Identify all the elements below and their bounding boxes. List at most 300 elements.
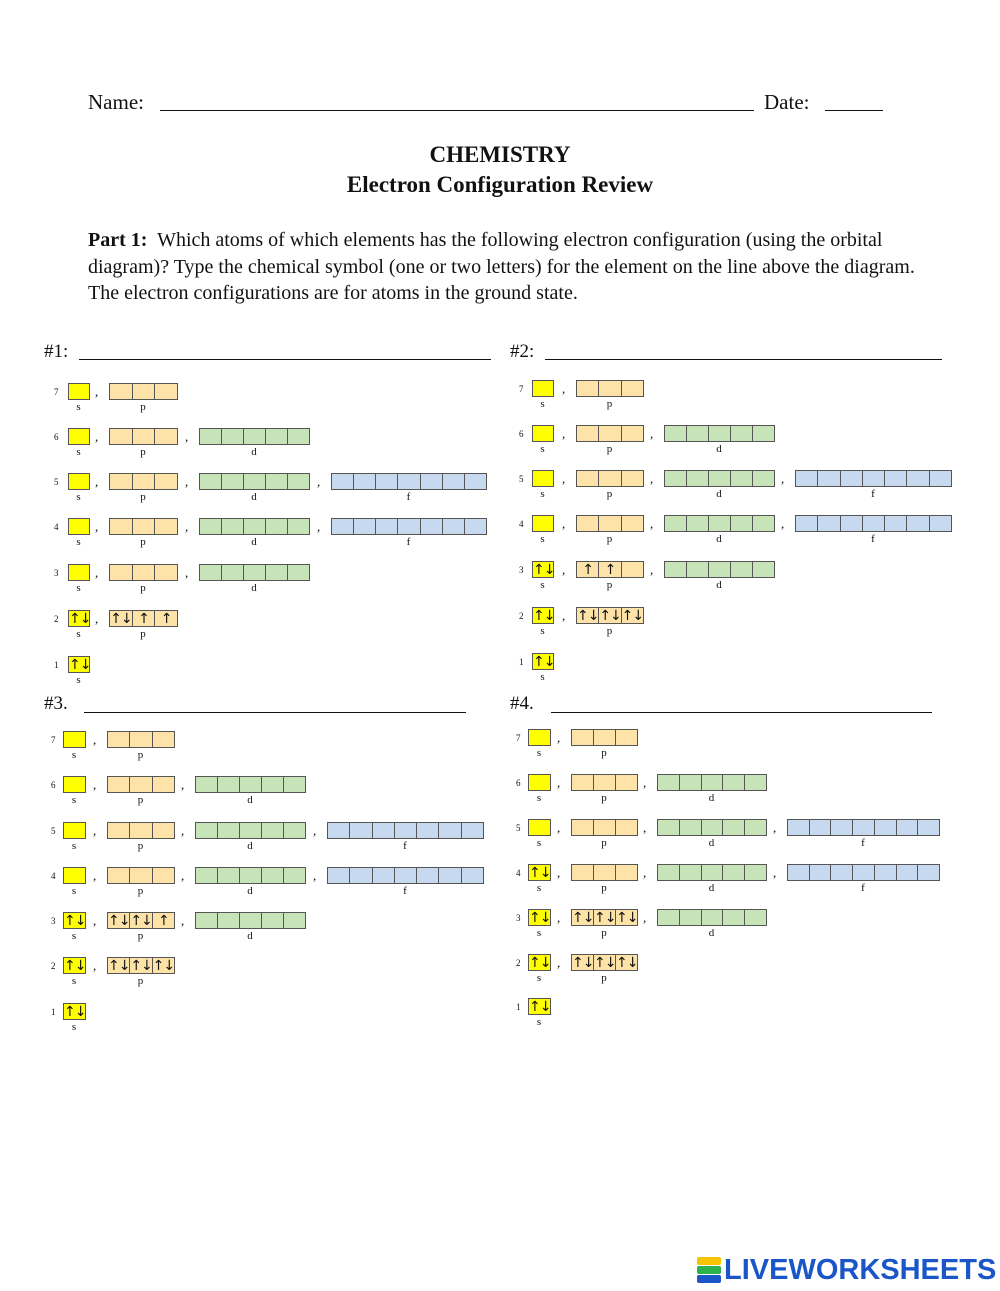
sublevel-label-d: d (247, 794, 253, 806)
orbital-box-d (199, 564, 222, 581)
logo-text: LIVEWORKSHEETS (724, 1253, 997, 1286)
orbital-box-f (349, 867, 372, 884)
instructions (88, 227, 918, 307)
separator-comma: , (562, 426, 566, 441)
orbital-box-d (744, 774, 767, 791)
sublevel-label-f: f (861, 882, 865, 894)
orbital-box-d (261, 867, 284, 884)
name-line[interactable] (160, 110, 754, 111)
orbital-box-p: ↑↓ (152, 958, 175, 974)
orbital-box-p (107, 776, 130, 793)
sublevel-label-f: f (403, 885, 407, 897)
orbital-box-d (701, 774, 724, 791)
orbital-box-s: ↑↓ (533, 654, 555, 670)
separator-comma: , (557, 955, 561, 970)
orbital-box-p (129, 776, 152, 793)
orbital-box-d (221, 564, 244, 581)
sublevel-label-f: f (871, 533, 875, 545)
orbital-box-d (686, 515, 709, 532)
orbital-box-p: ↑↓ (572, 910, 594, 926)
orbital-box-p (571, 819, 594, 836)
orbital-box-p (154, 428, 178, 445)
orbital-box-d (221, 518, 244, 535)
orbital-box-p: ↑↓ (594, 910, 616, 926)
separator-comma: , (95, 429, 99, 444)
orbital-box-f (349, 822, 372, 839)
sublevel-label-p: p (140, 536, 146, 548)
orbital-box-f (327, 867, 350, 884)
orbital-box-f (906, 515, 929, 532)
sublevel-label-s: s (76, 628, 81, 640)
orbital-box-d (239, 867, 262, 884)
sublevel-label-d: d (708, 927, 715, 939)
orbital-box-d (657, 774, 680, 791)
orbital-box-p (576, 515, 599, 532)
part-label: Part 1: (88, 229, 148, 251)
orbital-box-f (375, 473, 398, 490)
sublevel-label-p: p (606, 533, 613, 545)
orbital-box-p (593, 819, 616, 836)
orbital-box-s: ↑↓ (69, 657, 91, 673)
orbital-box-f (862, 515, 885, 532)
sublevel-label-p: p (137, 749, 144, 761)
orbital-box-p: ↑ (598, 561, 621, 578)
energy-level-label: 3 (51, 916, 56, 926)
orbital-box-p (593, 774, 616, 791)
sublevel-label-s: s (536, 1016, 542, 1028)
question-1-answer-line[interactable] (79, 359, 491, 360)
orbital-box-d (708, 470, 731, 487)
sublevel-label-p: p (137, 885, 144, 897)
sublevel-label-s: s (536, 927, 542, 939)
orbital-box-f (809, 864, 832, 881)
orbital-box-d (239, 912, 262, 929)
sublevel-label-f: f (861, 837, 865, 849)
energy-level-label: 3 (54, 568, 59, 578)
separator-comma: , (181, 777, 185, 792)
orbital-box-s (63, 776, 86, 793)
sublevel-label-f: f (403, 840, 407, 852)
orbital-box-d (657, 819, 680, 836)
orbital-box-p (615, 729, 638, 746)
orbital-box-d (722, 774, 745, 791)
orbital-box-p: ↑↓ (616, 955, 638, 971)
orbital-box-p (615, 774, 638, 791)
sublevel-label-s: s (536, 792, 542, 804)
orbital-box-f (862, 470, 885, 487)
orbital-box-f (884, 470, 907, 487)
orbital-box-f (416, 822, 439, 839)
separator-comma: , (643, 865, 647, 880)
separator-comma: , (643, 820, 647, 835)
sublevel-label-f: f (871, 488, 875, 500)
orbital-box-d (265, 564, 288, 581)
separator-comma: , (181, 823, 185, 838)
orbital-box-s: ↑↓ (64, 958, 86, 974)
sublevel-label-s: s (76, 446, 81, 458)
orbital-box-s: ↑↓ (529, 910, 551, 926)
orbital-box-s (68, 473, 90, 490)
sublevel-label-d: d (708, 837, 715, 849)
sublevel-label-s: s (540, 488, 545, 500)
sublevel-label-s: s (71, 930, 77, 942)
sublevel-label-d: d (251, 582, 257, 594)
orbital-box-d (217, 822, 240, 839)
orbital-box-f (442, 518, 465, 535)
sublevel-label-s: s (71, 840, 77, 852)
orbital-box-d (243, 428, 266, 445)
separator-comma: , (185, 519, 189, 534)
separator-comma: , (557, 820, 561, 835)
sublevel-label-p: p (140, 582, 146, 594)
sublevel-label-s: s (540, 579, 545, 591)
orbital-box-p (154, 473, 178, 490)
orbital-box-f (795, 515, 818, 532)
separator-comma: , (93, 777, 97, 792)
sublevel-label-d: d (247, 840, 253, 852)
orbital-box-f (817, 515, 840, 532)
orbital-box-d (283, 912, 306, 929)
orbital-box-d (664, 425, 687, 442)
orbital-box-d (265, 518, 288, 535)
orbital-box-f (817, 470, 840, 487)
orbital-box-f (461, 867, 484, 884)
orbital-box-d (679, 909, 702, 926)
orbital-box-p (152, 822, 175, 839)
sublevel-label-d: d (716, 533, 722, 545)
separator-comma: , (562, 516, 566, 531)
orbital-box-p (129, 822, 152, 839)
energy-level-label: 5 (519, 474, 524, 484)
orbital-box-p (154, 564, 178, 581)
orbital-box-p (109, 518, 133, 535)
orbital-box-d (722, 864, 745, 881)
orbital-box-f (394, 822, 417, 839)
orbital-box-p (621, 515, 644, 532)
sublevel-label-s: s (540, 443, 545, 455)
orbital-box-f (397, 518, 420, 535)
orbital-box-d (657, 909, 680, 926)
sublevel-label-p: p (601, 882, 607, 894)
energy-level-label: 2 (519, 611, 524, 621)
sublevel-label-p: p (601, 972, 607, 984)
separator-comma: , (93, 732, 97, 747)
sublevel-label-s: s (71, 749, 77, 761)
sublevel-label-f: f (406, 491, 411, 503)
sublevel-label-s: s (76, 401, 81, 413)
orbital-box-f (375, 518, 398, 535)
separator-comma: , (185, 565, 189, 580)
orbital-box-p (621, 470, 644, 487)
question-3-answer-line[interactable] (84, 712, 466, 713)
orbital-box-p (132, 428, 156, 445)
orbital-box-p (132, 564, 156, 581)
date-line[interactable] (825, 110, 883, 111)
orbital-box-d (265, 473, 288, 490)
separator-comma: , (181, 868, 185, 883)
orbital-box-p: ↑↓ (130, 958, 152, 974)
orbital-box-p (107, 731, 130, 748)
orbital-box-p: ↑ (154, 610, 178, 627)
separator-comma: , (562, 608, 566, 623)
orbital-box-d (701, 909, 724, 926)
separator-comma: , (185, 474, 189, 489)
date-label: Date: (764, 90, 810, 114)
separator-comma: , (95, 474, 99, 489)
orbital-box-d (221, 473, 244, 490)
orbital-box-f (442, 473, 465, 490)
orbital-box-f (830, 864, 853, 881)
separator-comma: , (650, 471, 654, 486)
orbital-box-p (132, 383, 156, 400)
orbital-box-d (243, 564, 266, 581)
orbital-box-d (752, 515, 775, 532)
orbital-box-d (664, 561, 687, 578)
sublevel-label-d: d (251, 536, 257, 548)
orbital-box-p: ↑ (152, 912, 175, 929)
orbital-box-d (686, 425, 709, 442)
orbital-box-d (239, 776, 262, 793)
separator-comma: , (95, 384, 99, 399)
question-2-answer-line[interactable] (545, 359, 942, 360)
orbital-box-f (438, 867, 461, 884)
sublevel-label-p: p (606, 488, 613, 500)
orbital-box-d (752, 470, 775, 487)
separator-comma: , (562, 562, 566, 577)
energy-level-label: 1 (51, 1007, 56, 1017)
orbital-box-f (787, 819, 810, 836)
orbital-box-d (217, 912, 240, 929)
orbital-box-p: ↑↓ (577, 608, 599, 624)
orbital-box-d (730, 561, 753, 578)
sublevel-label-s: s (536, 837, 542, 849)
sublevel-label-p: p (137, 794, 144, 806)
energy-level-label: 6 (519, 429, 524, 439)
energy-level-label: 5 (54, 477, 59, 487)
orbital-box-p (132, 473, 156, 490)
orbital-box-p (571, 729, 594, 746)
orbital-box-p (109, 564, 133, 581)
question-2-label: #2: (510, 341, 535, 362)
orbital-box-d (195, 867, 218, 884)
orbital-box-f (372, 867, 395, 884)
separator-comma: , (781, 516, 785, 531)
question-4-answer-line[interactable] (551, 712, 932, 713)
sublevel-label-d: d (251, 491, 257, 503)
sublevel-label-s: s (536, 972, 542, 984)
orbital-box-p (109, 383, 133, 400)
energy-level-label: 7 (54, 387, 59, 397)
orbital-box-s (68, 428, 90, 445)
sublevel-label-s: s (71, 885, 77, 897)
separator-comma: , (93, 913, 97, 928)
sublevel-label-p: p (606, 625, 613, 637)
sublevel-label-d: d (708, 882, 715, 894)
orbital-box-f (787, 864, 810, 881)
orbital-box-s: ↑↓ (533, 608, 555, 624)
orbital-box-s (63, 731, 86, 748)
orbital-box-f (874, 864, 897, 881)
orbital-box-p (576, 470, 599, 487)
sublevel-label-p: p (606, 398, 613, 410)
orbital-box-f (372, 822, 395, 839)
separator-comma: , (643, 775, 647, 790)
sublevel-label-d: d (247, 930, 253, 942)
name-label: Name: (88, 90, 144, 114)
orbital-box-f (394, 867, 417, 884)
separator-comma: , (650, 516, 654, 531)
orbital-box-d (199, 428, 222, 445)
orbital-box-d (679, 819, 702, 836)
orbital-box-s (63, 822, 86, 839)
orbital-box-p (598, 425, 621, 442)
orbital-box-f (420, 473, 443, 490)
orbital-box-d (730, 425, 753, 442)
orbital-box-d (287, 473, 310, 490)
instructions-text: Which atoms of which elements has the following electron configuration (using the orbital diagram)? Type the chemical symbol (one or two letters) for the element on the line above the diagram. The electron configurations are for atoms in the ground state. (88, 229, 915, 304)
orbital-box-s (68, 518, 90, 535)
orbital-box-p (107, 822, 130, 839)
sublevel-label-p: p (140, 446, 146, 458)
question-1-label: #1: (44, 341, 69, 362)
energy-level-label: 6 (54, 432, 59, 442)
orbital-box-d (708, 515, 731, 532)
orbital-box-s: ↑↓ (529, 865, 551, 881)
orbital-box-f (852, 864, 875, 881)
orbital-box-f (795, 470, 818, 487)
sublevel-label-d: d (708, 792, 715, 804)
separator-comma: , (557, 865, 561, 880)
liveworksheets-logo (697, 1254, 996, 1286)
question-3-label: #3. (44, 693, 68, 714)
orbital-box-p (621, 425, 644, 442)
separator-comma: , (313, 823, 317, 838)
orbital-box-f (438, 822, 461, 839)
orbital-box-d (239, 822, 262, 839)
orbital-box-d (261, 776, 284, 793)
orbital-box-d (287, 518, 310, 535)
orbital-box-d (221, 428, 244, 445)
sublevel-label-p: p (137, 840, 144, 852)
orbital-box-f (840, 515, 863, 532)
orbital-box-f (353, 518, 376, 535)
orbital-box-p: ↑↓ (594, 955, 616, 971)
orbital-box-p (152, 731, 175, 748)
orbital-box-d (287, 564, 310, 581)
orbital-box-p (129, 867, 152, 884)
sublevel-label-p: p (606, 443, 613, 455)
orbital-box-s (532, 425, 554, 442)
logo-mark-icon (697, 1257, 721, 1283)
sublevel-label-p: p (601, 747, 607, 759)
separator-comma: , (562, 381, 566, 396)
orbital-box-p (576, 425, 599, 442)
orbital-box-d (708, 425, 731, 442)
orbital-box-f (420, 518, 443, 535)
separator-comma: , (643, 910, 647, 925)
orbital-box-d (243, 473, 266, 490)
orbital-box-d (701, 864, 724, 881)
separator-comma: , (95, 611, 99, 626)
orbital-box-p: ↑ (132, 610, 156, 627)
orbital-box-d (722, 909, 745, 926)
orbital-box-s (532, 515, 554, 532)
separator-comma: , (95, 519, 99, 534)
orbital-box-d (730, 470, 753, 487)
separator-comma: , (93, 958, 97, 973)
orbital-box-d (265, 428, 288, 445)
separator-comma: , (313, 868, 317, 883)
energy-level-label: 4 (51, 871, 56, 881)
orbital-box-d (199, 518, 222, 535)
orbital-box-p: ↑↓ (599, 608, 621, 624)
orbital-box-d (730, 515, 753, 532)
orbital-box-s (528, 774, 551, 791)
energy-level-label: 3 (516, 913, 521, 923)
sublevel-label-p: p (601, 837, 607, 849)
sublevel-label-d: d (716, 488, 722, 500)
orbital-box-d (199, 473, 222, 490)
orbital-box-d (283, 776, 306, 793)
orbital-box-d (686, 561, 709, 578)
separator-comma: , (185, 429, 189, 444)
sublevel-label-p: p (137, 975, 144, 987)
orbital-box-p (129, 731, 152, 748)
orbital-box-d (217, 776, 240, 793)
orbital-box-f (416, 867, 439, 884)
orbital-box-s (63, 867, 86, 884)
energy-level-label: 4 (516, 868, 521, 878)
orbital-box-p (152, 867, 175, 884)
sublevel-label-d: d (716, 579, 722, 591)
question-4-label: #4. (510, 693, 534, 714)
orbital-box-s: ↑↓ (529, 999, 551, 1015)
energy-level-label: 2 (51, 961, 56, 971)
orbital-box-d (679, 864, 702, 881)
energy-level-label: 1 (516, 1002, 521, 1012)
orbital-box-p: ↑ (576, 561, 599, 578)
sublevel-label-s: s (76, 536, 81, 548)
orbital-box-f (884, 515, 907, 532)
orbital-box-p (154, 518, 178, 535)
orbital-box-d (195, 912, 218, 929)
orbital-box-f (840, 470, 863, 487)
orbital-box-d (686, 470, 709, 487)
sublevel-label-d: d (716, 443, 722, 455)
orbital-box-p: ↑↓ (110, 611, 132, 627)
orbital-box-f (331, 518, 354, 535)
orbital-box-p (107, 867, 130, 884)
sublevel-label-s: s (540, 671, 545, 683)
orbital-box-d (744, 909, 767, 926)
orbital-box-d (243, 518, 266, 535)
orbital-box-d (217, 867, 240, 884)
orbital-box-f (461, 822, 484, 839)
sublevel-label-p: p (601, 927, 607, 939)
orbital-box-f (464, 473, 487, 490)
separator-comma: , (773, 820, 777, 835)
sublevel-label-s: s (71, 975, 77, 987)
separator-comma: , (95, 565, 99, 580)
separator-comma: , (181, 913, 185, 928)
orbital-box-p (154, 383, 178, 400)
orbital-box-d (752, 425, 775, 442)
orbital-box-p: ↑↓ (616, 910, 638, 926)
orbital-box-d (287, 428, 310, 445)
sublevel-label-p: p (140, 628, 146, 640)
energy-level-label: 2 (516, 958, 521, 968)
orbital-box-p (593, 864, 616, 881)
